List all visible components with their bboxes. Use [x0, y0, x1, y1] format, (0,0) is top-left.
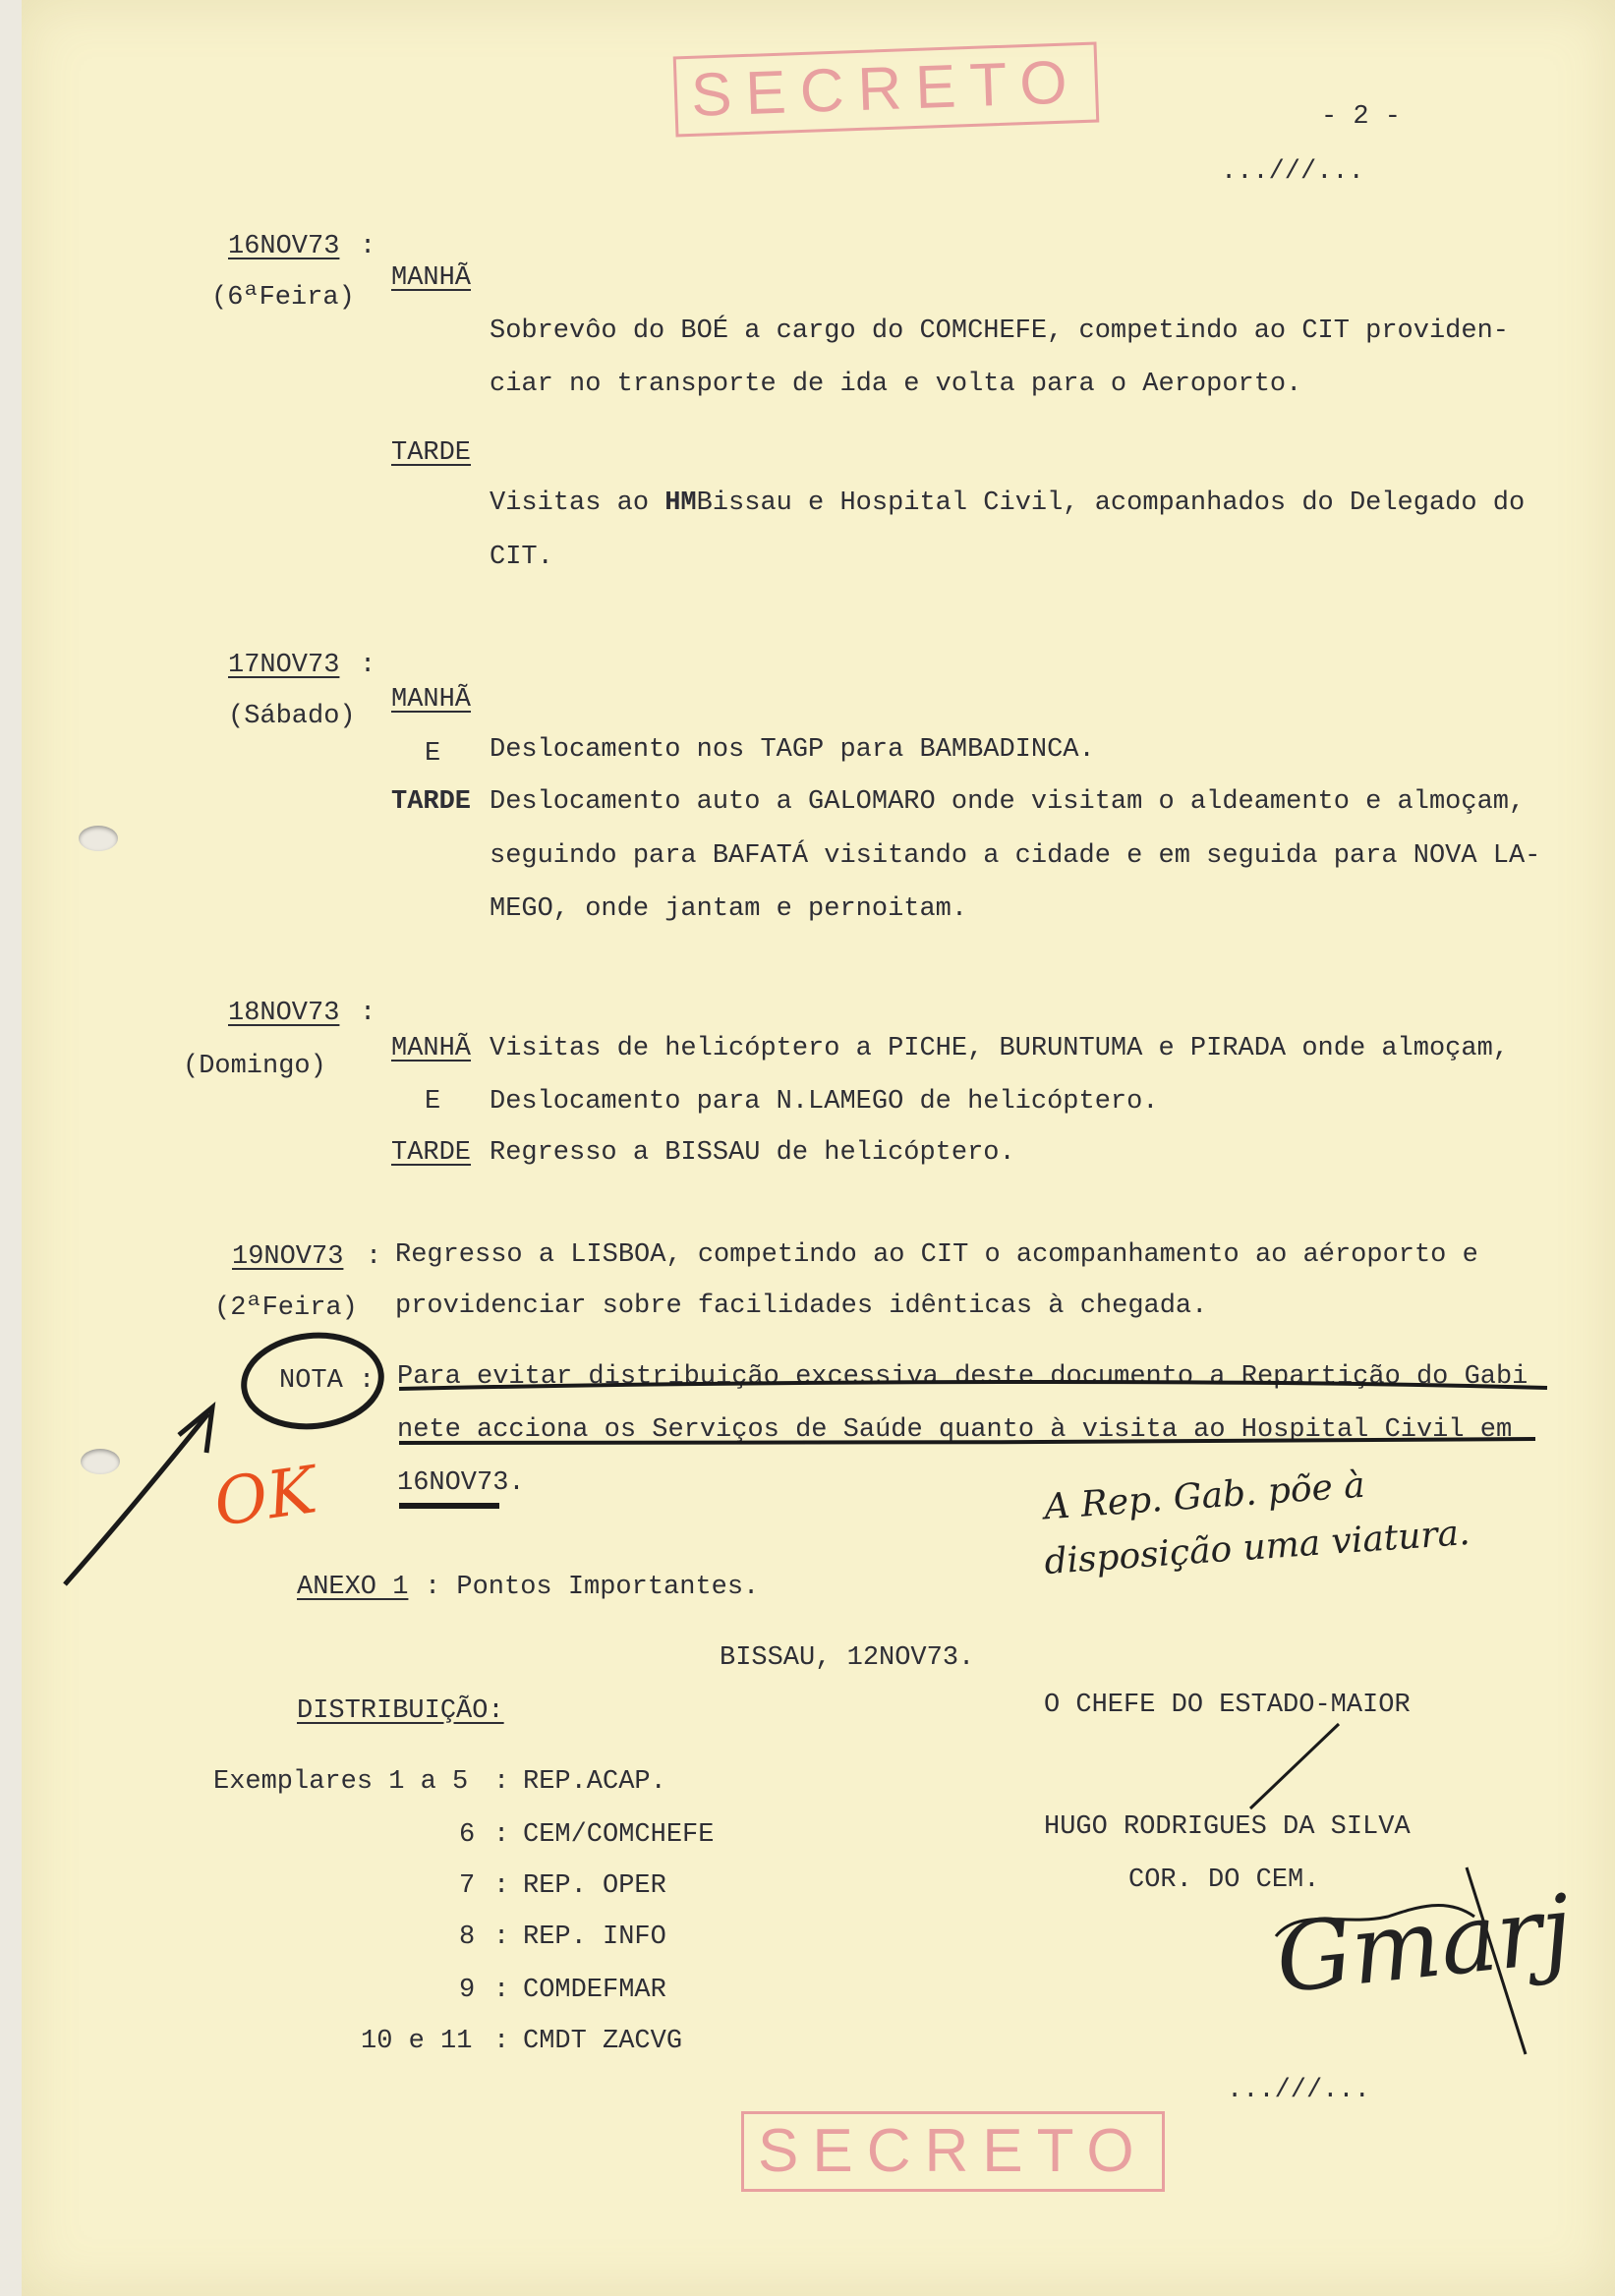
body-line: ciar no transporte de ida e volta para o Aeroporto.: [490, 370, 1302, 399]
body-line: Regresso a BISSAU de helicóptero.: [490, 1138, 1015, 1168]
ok-mark: OK: [209, 1452, 321, 1541]
body-line: Deslocamento nos TAGP para BAMBADINCA.: [490, 735, 1095, 765]
anexo-text: : Pontos Importantes.: [425, 1573, 760, 1602]
entry-day: (Domingo): [183, 1052, 326, 1081]
document-page: [22, 0, 1615, 2296]
distribution-num: 7: [459, 1871, 476, 1901]
distribution-num: 9: [459, 1976, 476, 2005]
secreto-stamp-top: SECRETO: [673, 42, 1099, 138]
nota-label: NOTA :: [279, 1366, 375, 1396]
distribution-sep: :: [493, 2027, 510, 2056]
body-line: Deslocamento auto a GALOMARO onde visitam o aldeamento e almoçam,: [490, 787, 1526, 817]
nota-line: nete acciona os Serviços de Saúde quanto à visita ao Hospital Civil em: [397, 1415, 1513, 1445]
entry-day: (Sábado): [228, 702, 356, 731]
entry-date: 17NOV73: [228, 651, 340, 680]
entry-day: (2ªFeira): [214, 1293, 358, 1323]
manha-label: MANHÃ: [391, 685, 472, 715]
signer-title: O CHEFE DO ESTADO-MAIOR: [1044, 1691, 1411, 1720]
manha-label: MANHÃ: [391, 1034, 472, 1063]
signer-rank: COR. DO CEM.: [1128, 1866, 1320, 1895]
body-line: providenciar sobre facilidades idênticas à chegada.: [395, 1292, 1208, 1321]
entry-date: 19NOV73: [232, 1242, 344, 1272]
distribution-dest: CMDT ZACVG: [523, 2027, 683, 2056]
distribution-num: 8: [459, 1923, 476, 1952]
distribution-dest: COMDEFMAR: [523, 1976, 666, 2005]
distribution-sep: :: [493, 1923, 510, 1952]
entry-date-sep: :: [360, 232, 376, 261]
body-line: MEGO, onde jantam e pernoitam.: [490, 894, 968, 924]
nota-line: 16NOV73.: [397, 1468, 525, 1498]
header-continuation: ...///...: [1221, 157, 1364, 187]
anexo-label: ANEXO 1: [297, 1573, 409, 1602]
body-line: seguindo para BAFATÁ visitando a cidade e em seguida para NOVA LA-: [490, 841, 1541, 871]
body-line: Sobrevôo do BOÉ a cargo do COMCHEFE, competindo ao CIT providen-: [490, 316, 1509, 346]
distribution-sep: :: [493, 1820, 510, 1850]
tarde-label: TARDE: [391, 787, 472, 817]
page-number: - 2 -: [1321, 102, 1402, 132]
entry-day: (6ªFeira): [211, 283, 355, 313]
distribution-num: 10 e 11: [361, 2027, 473, 2056]
e-label: E: [425, 1087, 441, 1117]
signer-name: HUGO RODRIGUES DA SILVA: [1044, 1812, 1411, 1842]
tarde-label: TARDE: [391, 438, 472, 468]
distribution-dest: REP. INFO: [523, 1923, 666, 1952]
distribution-dest: CEM/COMCHEFE: [523, 1820, 715, 1850]
distribution-sep: :: [493, 1767, 510, 1797]
e-label: E: [425, 739, 441, 769]
body-line: Regresso a LISBOA, competindo ao CIT o acompanhamento ao aéroporto e: [395, 1240, 1478, 1270]
distribution-num: 6: [459, 1820, 476, 1850]
place-date: BISSAU, 12NOV73.: [720, 1643, 975, 1673]
tarde-label: TARDE: [391, 1138, 472, 1168]
entry-date-sep: :: [366, 1242, 382, 1272]
punch-hole: [81, 1449, 120, 1474]
distribution-num: Exemplares 1 a 5: [213, 1767, 469, 1797]
secreto-stamp-bottom: SECRETO: [741, 2111, 1165, 2192]
body-line: CIT.: [490, 543, 553, 572]
distribution-dest: REP. OPER: [523, 1871, 666, 1901]
nota-line: Para evitar distribuição excessiva deste documento a Repartição do Gabi: [397, 1362, 1528, 1392]
body-line: Visitas ao HMBissau e Hospital Civil, acompanhados do Delegado do: [490, 488, 1526, 518]
handwritten-note-line: disposição uma viatura.: [1043, 1512, 1471, 1583]
distribution-sep: :: [493, 1871, 510, 1901]
body-line: Visitas de helicóptero a PICHE, BURUNTUMA e PIRADA onde almoçam,: [490, 1034, 1509, 1063]
entry-date: 18NOV73: [228, 999, 340, 1028]
footer-continuation: ...///...: [1227, 2076, 1370, 2105]
body-line: Deslocamento para N.LAMEGO de helicóptero.: [490, 1087, 1159, 1117]
punch-hole: [79, 826, 118, 851]
entry-date-sep: :: [360, 999, 376, 1028]
distribution-dest: REP.ACAP.: [523, 1767, 666, 1797]
manha-label: MANHÃ: [391, 263, 472, 293]
signature: Gmarj: [1270, 1873, 1577, 2015]
distribution-sep: :: [493, 1976, 510, 2005]
entry-date: 16NOV73: [228, 232, 340, 261]
distribution-title: DISTRIBUIÇÃO:: [297, 1696, 504, 1726]
handwritten-note-line: A Rep. Gab. põe à: [1042, 1464, 1366, 1528]
entry-date-sep: :: [360, 651, 376, 680]
